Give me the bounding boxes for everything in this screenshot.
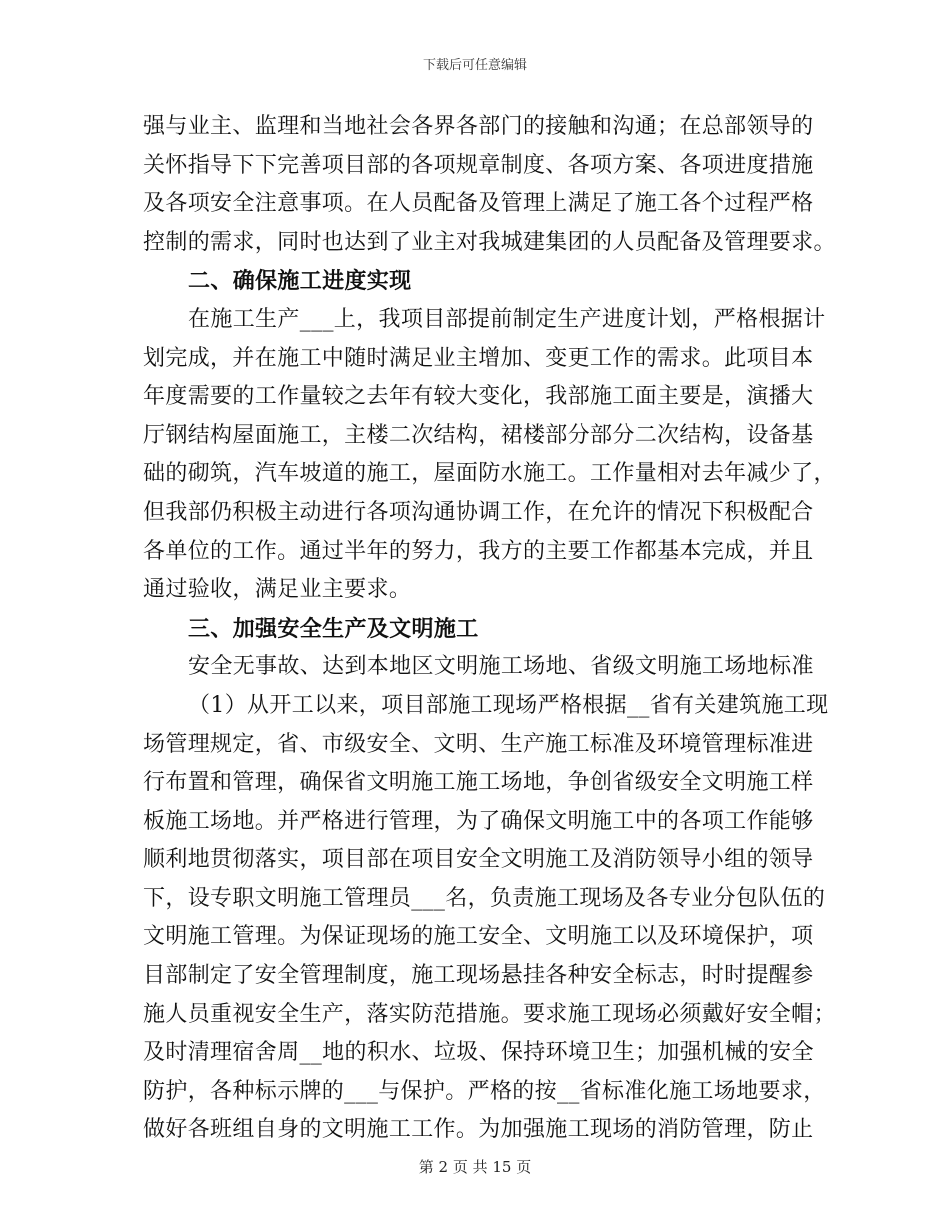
body-line: 及各项安全注意事项。在人员配备及管理上满足了施工各个过程严格	[143, 191, 814, 217]
body-line: 行布置和管理，确保省文明施工施工场地，争创省级安全文明施工样	[143, 770, 814, 796]
body-line: 各单位的工作。通过半年的努力，我方的主要工作都基本完成，并且	[143, 538, 814, 564]
body-line: 通过验收，满足业主要求。	[143, 577, 412, 603]
body-line: 目部制定了安全管理制度，施工现场悬挂各种安全标志，时时提醒参	[143, 963, 814, 989]
document-body	[143, 108, 836, 1150]
body-line: 场管理规定，省、市级安全、文明、生产施工标准及环境管理标准进	[143, 731, 814, 757]
section-heading-progress: 二、确保施工进度实现	[188, 268, 412, 295]
body-line: 强与业主、监理和当地社会各界各部门的接触和沟通；在总部领导的	[143, 114, 814, 139]
body-line: 板施工场地。并严格进行管理，为了确保文明施工中的各项工作能够	[143, 808, 814, 834]
body-line: 及时清理宿舍周__地的积水、垃圾、保持环境卫生；加强机械的安全	[143, 1040, 814, 1066]
body-line: 年度需要的工作量较之去年有较大变化，我部施工面主要是，演播大	[143, 384, 814, 410]
body-line: （1）从开工以来，项目部施工现场严格根据__省有关建筑施工现	[188, 692, 829, 718]
body-line: 在施工生产___上，我项目部提前制定生产进度计划，严格根据计	[188, 306, 826, 332]
body-line: 施人员重视安全生产，落实防范措施。要求施工现场必须戴好安全帽；	[143, 1001, 836, 1027]
body-line: 安全无事故、达到本地区文明施工场地、省级文明施工场地标准	[188, 654, 814, 680]
body-line: 厅钢结构屋面施工，主楼二次结构，裙楼部分部分二次结构，设备基	[143, 422, 814, 448]
section-heading-safety: 三、加强安全生产及文明施工	[188, 615, 479, 642]
body-line: 顺利地贯彻落实，项目部在项目安全文明施工及消防领导小组的领导	[143, 847, 814, 873]
body-line: 文明施工管理。为保证现场的施工安全、文明施工以及环境保护，项	[143, 924, 814, 950]
body-line: 划完成，并在施工中随时满足业主增加、变更工作的需求。此项目本	[143, 345, 814, 371]
body-line: 础的砌筑，汽车坡道的施工，屋面防水施工。工作量相对去年减少了，	[143, 461, 836, 487]
body-line: 控制的需求，同时也达到了业主对我城建集团的人员配备及管理要求。	[143, 229, 836, 255]
body-line: 但我部仍积极主动进行各项沟通协调工作，在允许的情况下积极配合	[143, 499, 814, 525]
page-header-note: 下载后可任意编辑	[422, 58, 527, 73]
page-number: 第 2 页 共 15 页	[418, 1158, 532, 1176]
body-line: 防护，各种标示牌的___与保护。严格的按__省标准化施工场地要求，	[143, 1078, 826, 1104]
body-line: 做好各班组自身的文明施工工作。为加强施工现场的消防管理，防止	[143, 1117, 814, 1143]
body-line: 关怀指导下下完善项目部的各项规章制度、各项方案、各项进度措施	[143, 152, 814, 178]
body-line: 下，设专职文明施工管理员___名，负责施工现场及各专业分包队伍的	[143, 885, 826, 911]
